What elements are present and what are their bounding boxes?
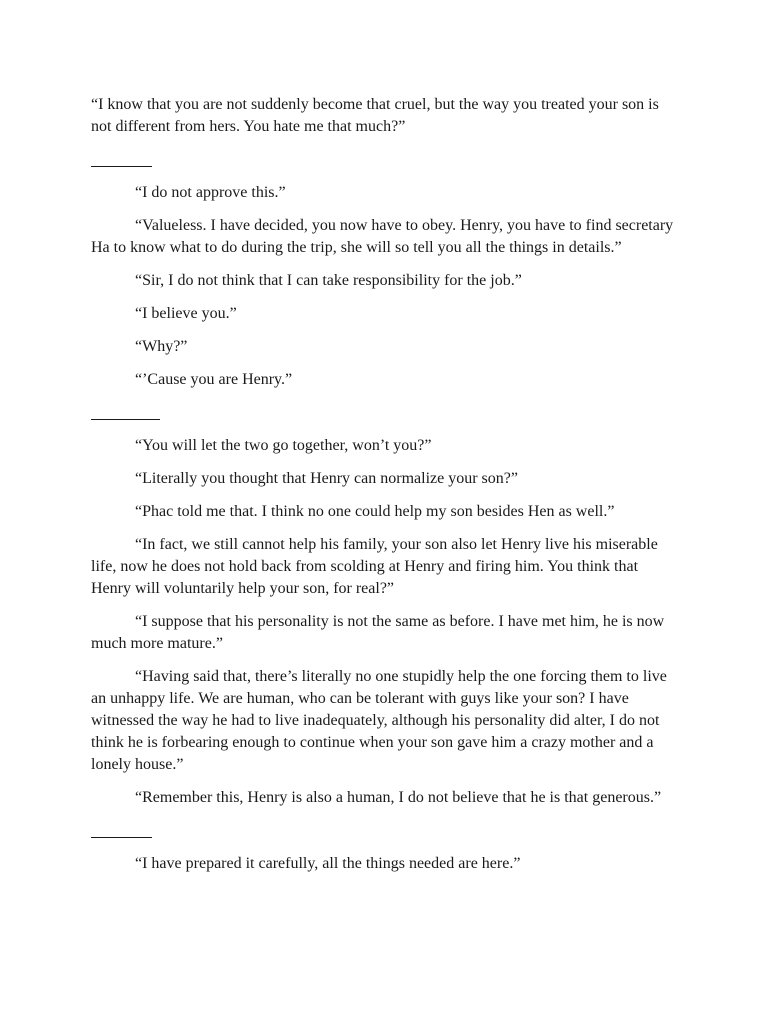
paragraph: “Literally you thought that Henry can normalize your son?” bbox=[135, 470, 518, 487]
section-divider bbox=[91, 149, 677, 171]
section-divider bbox=[91, 402, 677, 424]
paragraph: “’Cause you are Henry.” bbox=[135, 371, 293, 388]
paragraph: “Sir, I do not think that I can take responsibility for the job.” bbox=[135, 272, 522, 289]
paragraph: “Remember this, Henry is also a human, I do not believe that he is that generous.” bbox=[135, 789, 662, 806]
paragraph: “You will let the two go together, won’t you?” bbox=[135, 437, 432, 454]
divider-line bbox=[91, 837, 152, 838]
paragraph: “I do not approve this.” bbox=[135, 184, 286, 201]
section-divider bbox=[91, 820, 677, 842]
paragraph: “Valueless. I have decided, you now have to obey. Henry, you have to find secretary Ha to know what to do during the trip, she will so tell you all the things in details.” bbox=[91, 217, 674, 256]
paragraph: “I suppose that his personality is not the same as before. I have met him, he is now much more mature.” bbox=[91, 613, 665, 652]
document-body bbox=[91, 94, 677, 886]
paragraph: “Phac told me that. I think no one could help my son besides Hen as well.” bbox=[135, 503, 615, 520]
paragraph: “In fact, we still cannot help his family, your son also let Henry live his miserable life, now he does not hold back from scolding at Henry and firing him. You think that Henry will voluntarily help your son, for real?” bbox=[91, 536, 658, 597]
divider-line bbox=[91, 166, 152, 167]
paragraph: “Why?” bbox=[135, 338, 188, 355]
paragraph: “I have prepared it carefully, all the things needed are here.” bbox=[135, 855, 521, 872]
paragraph: “I know that you are not suddenly become that cruel, but the way you treated your son is not different from hers. You hate me that much?” bbox=[91, 96, 659, 135]
paragraph: “Having said that, there’s literally no one stupidly help the one forcing them to live an unhappy life. We are human, who can be tolerant with guys like your son? I have witnessed the way he had to live inadequately, although his personality did alter, I do not think he is forbearing enough to continue when your son gave him a crazy mother and a lonely house.” bbox=[91, 668, 667, 773]
paragraph: “I believe you.” bbox=[135, 305, 237, 322]
divider-line bbox=[91, 419, 160, 420]
